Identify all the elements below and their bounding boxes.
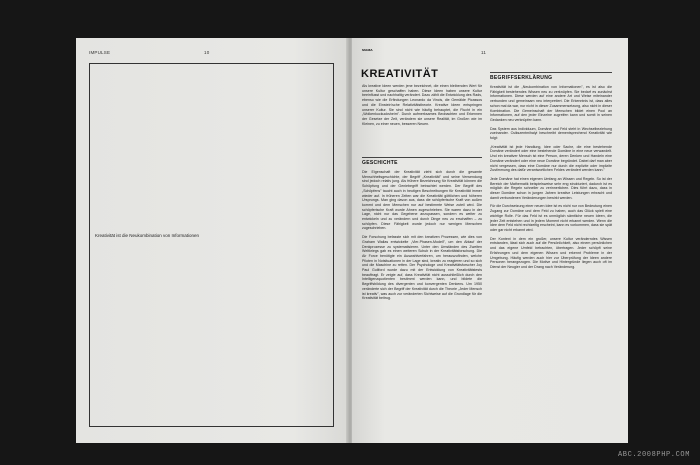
watermark-text: ABC.2008PHP.COM <box>617 451 690 459</box>
definition-paragraph-6: Der Kontext in dem ein großer, unsere Kultur veränderndes Wissen entstanden, lässt sich auch auf die Persönlichkeit, also einem persönlichen und das eigene Umfeld betrachten, übertragen. Jeder schöpft seine Erfahrungen und dem eigenen Wissen und erkennt Probleme in der Umgebung. Häufig werden auch hier zur Überprüfung der Ideen andere Personen herangezogen. Die Motive und Hintergründe liegen auch oft im Dienst der Neugier und der Drang nach Veränderung. <box>490 236 612 269</box>
definition-quote: „Kreativität ist jede Handlung, Idee oder Sache, die eine bestehende Domäne verändert oder eine bestehende Domäne in eine neue verwandelt. Und ein kreativer Mensch ist eine Person, deren Denken und Handeln eine Domäne verändert oder eine neue Domäne begründet. Dabei darf man aber nicht vergessen, dass eine Domäne nur durch die explizite oder implizite Zustimmung des dafür verantwortlichen Feldes verändert werden kann." <box>490 144 612 173</box>
definition-paragraph-5: Für die Durchsetzung einer neuen Idee ist es nicht nur von Bedeutung einen Zugang zur Domäne und dem Feld zu haben, auch das Glück spielt eine wichtige Rolle. Für das Feld ist es unmöglich sämtliche neuen Ideen, die jeder Zeit entstehen und in jedem Moment nicht erkannt werden. Wenn die Idee dem Feld nicht rechtzeitig erscheint, kann es vorkommen, dass sie spät oder gar nicht erkannt wird. <box>490 204 612 232</box>
intro-column <box>362 84 482 130</box>
history-section <box>362 157 482 305</box>
definition-paragraph-1: Kreativität ist die „Neukombination von Informationen", es ist also die Fähigkeit bestehendes Wissen neu zu verknüpfen. Sie bedarf es zunächst Informationen. Diese werden auf eine andere Art und Weise miteinander verbunden und gemeinsam neu interpretiert. Die Erkenntnis ist, dass alles schon mal da war, nur nicht in dieser Zusammensetzung, also nicht in dieser Kombination. Die Gemeinschaft der Menschen bildet einen Pool an Informationen, auf den jeder Einzelne zugreifen kann und somit in seinen Gedanken neu verknüpfen kann. <box>490 85 612 122</box>
definition-section <box>490 72 612 274</box>
article-title: KREATIVITÄT <box>361 68 439 80</box>
definition-paragraph-4: Jede Domäne hat einen eigenen Umfang an Wissen und Regeln. So ist der Bereich der Mathematik beispielsweise sehr eng strukturiert, dadurch ist es möglich die Regeln schneller zu verinnerlichen. Dies führt dazu, dass in dieser Domäne schon in jungen Jahren kreative Leistungen erbracht und damit verbundenen Veränderungen bewirkt werden. <box>490 176 612 200</box>
magazine-logo: ᴍᴀᴍᴀ <box>362 47 373 52</box>
left-page-number: 10 <box>204 50 210 55</box>
image-frame <box>89 63 334 427</box>
right-page-number: 11 <box>481 50 487 55</box>
definition-heading: BEGRIFFSERKLÄRUNG <box>490 72 612 81</box>
definition-paragraph-2: Das System aus Individuum, Domäne und Feld steht in Wechselbeziehung zueinander. Csikszentmihalyi beschreibt dementsprechend Kreativität wie folgt: <box>490 126 612 141</box>
history-heading: GESCHICHTE <box>362 157 482 166</box>
history-paragraph-1: Die Eigenschaft der Kreativität zieht sich durch die gesamte Menschheitsgeschichte, der Begriff „Kreativität" und seine Verwendung sind jedoch relativ jung. Als frühere Bezeichnung für Kreativität können die Schöpfung und der Geniebegriff betrachtet werden. Der Begriff des „Schöpfens" taucht auch in heutigen Beschreibungen für Kreativität immer wieder auf. In früheren Zeiten war die Kreativität göttlichen und höheren Ursprungs. Man ging davon aus, dass die schöpferische Kraft von außen kommt und dem Menschen nur auf bestimmte Weise zuteil wird. Die schöpferische Kraft wurde Ahnen zugeschrieben. Sie waren dazu in der Lage, nicht nur das Gegebene anzupassen, sondern es weiter zu entwickeln und zu verändern und durch Dinge neu zu erschaffen – zu schöpfen. Diese Fähigkeit wurde jedoch nur wenigen Menschen zugeschrieben. <box>362 170 482 231</box>
history-paragraph-2: Die Forschung befasste sich mit den kreativen Prozessen, wie dies von Graham Wallas entwickelte „Vier-Phasen-Modell", um den Ablauf der Denkprozesse zu systematisieren. Unter den Umständen des Zweiten Weltkriegs gab es einen weiteren Schub in der Kreativitätsforschung. Die Air Force benötigte ein Auswahlverfahren, um herauszufinden, welche Piloten in Notsituationen in der Lage sind, kreativ zu reagieren und so sich und die Maschine zu retten. Der Psychologe und Kreativitätsforscher Joy Paul Guilford wurde dazu mit der Entwicklung von Kreativitätstests beauftragt. Er zeigte auf, dass Kreativität nicht ausschließlich durch den Intelligenzquotienten bestimmt werden kann, und bildete die Begriffsbildung des divergenten und konvergenten Denkens. Um 1950 veränderte sich der Begriff der Kreativität durch die Theorie „Jeder Mensch ist kreativ", was auch zur veränderten Sichtweise auf die Grundlage für die Kreativität beitrug. <box>362 235 482 301</box>
left-running-head: IMPULSE <box>89 50 111 55</box>
image-caption: Kreativität ist die Neukombination von Informationen <box>95 233 200 238</box>
intro-paragraph: Als kreative Ideen werden jene bezeichnet, die einen bleibenden Wert für unsere Kultur geschaffen haben. Diese Ideen haben unsere Kultur beeinflusst und nachhaltig verändert. Dazu zählt die Entwicklung des Rads, ebenso wie die Erfindungen Leonardo da Vincis, die Gemälde Picassos und die Einstein'sche Relativitätstheorie. Kreative Ideen entspringen unserer Kultur. Sie sind nicht wie häufig behauptet, die Flucht in ein „Wolkenkuckucksheim". Durch aufmerksames Beobachten und Erkennen der Gesetze der Zeit, verändern sie unsere Realität, im Großen wie im Kleinen, zu einer neuen, besseren Neuen. <box>362 84 482 126</box>
